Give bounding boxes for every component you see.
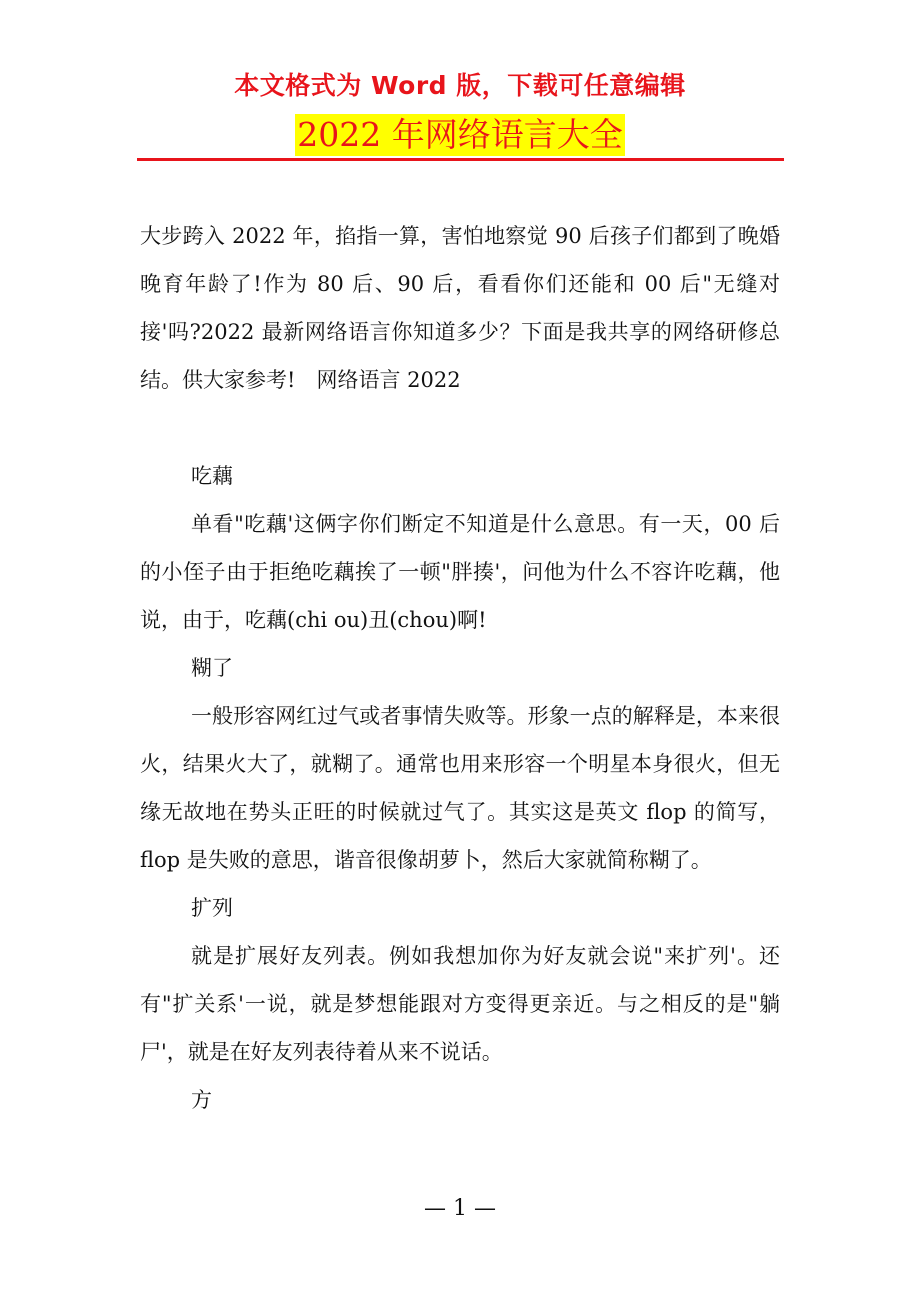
document-title: 2022 年网络语言大全 (297, 115, 623, 154)
section-paragraph: 一般形容网红过气或者事情失败等。形象一点的解释是，本来很火，结果火大了，就糊了。通常也用来形容一个明星本身很火，但无缘无故地在势头正旺的时候就过气了。其实这是英文 flop 的简写，flop 是失败的意思，谐音很像胡萝卜，然后大家就简称糊了。 (140, 704, 780, 872)
section-heading: 糊了 (191, 656, 233, 680)
intro-paragraph: 大步跨入 2022 年，掐指一算，害怕地察觉 90 后孩子们都到了晚婚晚育年龄了!作为 80 后、90 后，看看你们还能和 00 后"无缝对接'吗?2022 最新网络语言你知道多少？下面是我共享的网络研修总结。供大家参考! 网络语言 2022 (140, 224, 780, 392)
section-heading: 扩列 (191, 896, 233, 920)
paragraph-gap (140, 404, 780, 452)
section-heading: 方 (191, 1088, 212, 1112)
title-container (0, 114, 920, 156)
document-body (140, 212, 780, 1124)
section-paragraph: 就是扩展好友列表。例如我想加你为好友就会说"来扩列'。还有"扩关系'一说，就是梦想能跟对方变得更亲近。与之相反的是"躺尸'，就是在好友列表待着从来不说话。 (140, 944, 780, 1064)
format-banner: 本文格式为 Word 版，下载可任意编辑 (234, 71, 686, 100)
section-heading: 吃藕 (191, 464, 233, 488)
header-divider (137, 158, 784, 161)
section-paragraph: 单看"吃藕'这俩字你们断定不知道是什么意思。有一天，00 后的小侄子由于拒绝吃藕挨了一顿"胖揍'，问他为什么不容许吃藕，他说，由于，吃藕(chi ou)丑(chou)啊! (140, 512, 780, 632)
page-number: — 1 — (424, 1196, 496, 1221)
